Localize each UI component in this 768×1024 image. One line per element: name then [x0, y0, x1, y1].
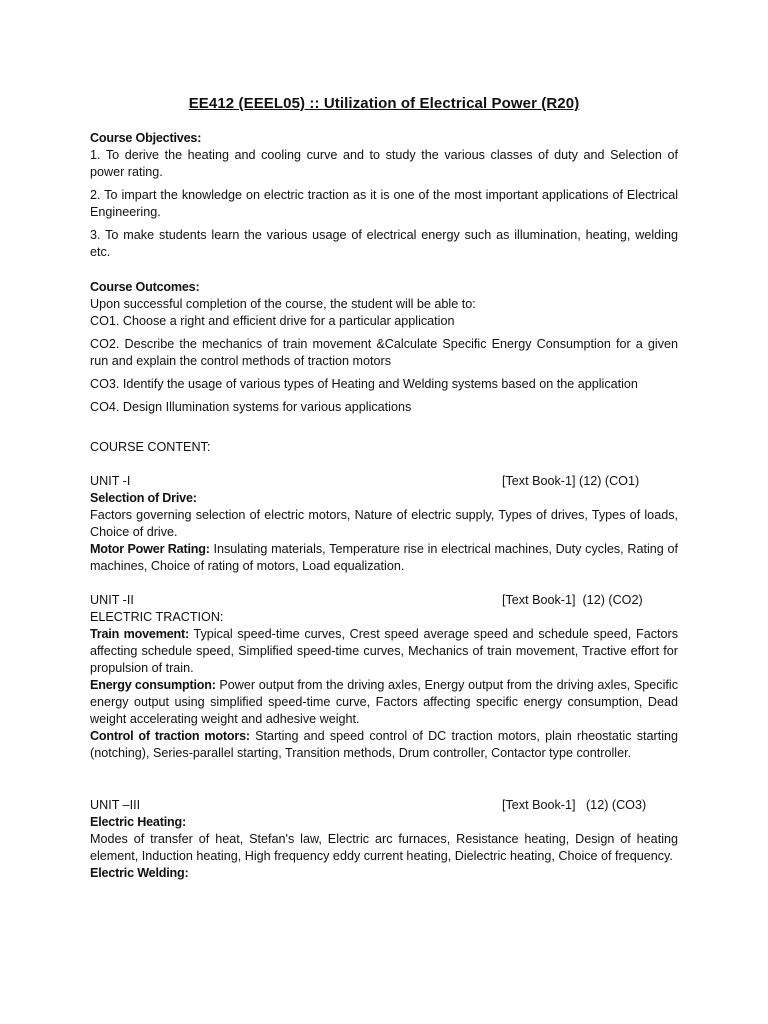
topic-text: Power output from the driving axles, Energy output from the driving axles, Specific energy output using simplified speed-time curve, Factors affecting specific energy consumption, Dead weight accelerating weight and adhesive weight. [90, 678, 678, 726]
outcomes-section [90, 279, 678, 416]
unit-subtitle: ELECTRIC TRACTION: [90, 610, 224, 624]
outcomes-heading: Course Outcomes: [90, 280, 200, 294]
outcome-item: CO2. Describe the mechanics of train movement &Calculate Specific Energy Consumption for a given run and explain the control methods of traction motors [90, 337, 678, 368]
objective-item: 1. To derive the heating and cooling curve and to study the various classes of duty and Selection of power rating. [90, 148, 678, 179]
topic-text: Modes of transfer of heat, Stefan's law, Electric arc furnaces, Resistance heating, Design of heating element, Induction heating, High frequency eddy current heating, Dielectric heating, Choice of frequency. [90, 832, 678, 863]
unit-name: UNIT –III [90, 798, 141, 812]
topic-paragraph [90, 728, 678, 762]
objective-item: 2. To impart the knowledge on electric traction as it is one of the most important applications of Electrical Engineering. [90, 188, 678, 219]
outcome-item: CO4. Design Illumination systems for various applications [90, 400, 412, 414]
topic-text: Typical speed-time curves, Crest speed average speed and schedule speed, Factors affecting schedule speed, Simplified speed-time curves, Mechanics of train movement, Tractive effort for propulsion of train. [90, 627, 678, 675]
content-section [90, 439, 678, 456]
unit-reference: [Text Book-1] (12) (CO2) [502, 593, 643, 607]
topic-heading: Electric Welding: [90, 866, 189, 880]
unit-header [90, 473, 678, 490]
topic-heading: Electric Heating: [90, 815, 186, 829]
unit-name: UNIT -I [90, 474, 131, 488]
topic-text: Insulating materials, Temperature rise in electrical machines, Duty cycles, Rating of machines, Choice of rating of motors, Load equalization. [90, 542, 678, 573]
unit-2-section [90, 592, 678, 762]
topic-heading: Selection of Drive: [90, 491, 197, 505]
topic-heading: Train movement: [90, 627, 189, 641]
topic-heading: Motor Power Rating: [90, 542, 210, 556]
unit-1-section [90, 473, 678, 575]
topic-heading: Energy consumption: [90, 678, 216, 692]
outcome-item: CO1. Choose a right and efficient drive for a particular application [90, 314, 455, 328]
objectives-section [90, 130, 678, 261]
unit-reference: [Text Book-1] (12) (CO3) [502, 798, 647, 812]
document-title: EE412 (EEEL05) :: Utilization of Electrical Power (R20) [188, 95, 580, 112]
outcomes-intro: Upon successful completion of the course, the student will be able to: [90, 297, 476, 311]
objectives-heading: Course Objectives: [90, 131, 202, 145]
topic-text: Factors governing selection of electric motors, Nature of electric supply, Types of drives, Types of loads, Choice of drive. [90, 508, 678, 539]
topic-text: Starting and speed control of DC traction motors, plain rheostatic starting (notching), Series-parallel starting, Transition methods, Drum controller, Contactor type controller. [90, 729, 679, 760]
outcome-item: CO3. Identify the usage of various types of Heating and Welding systems based on the application [90, 377, 638, 391]
topic-paragraph [90, 626, 678, 677]
topic-paragraph [90, 677, 678, 728]
content-heading: COURSE CONTENT: [90, 440, 211, 454]
topic-paragraph [90, 541, 678, 575]
objective-item: 3. To make students learn the various usage of electrical energy such as illumination, heating, welding etc. [90, 228, 678, 259]
unit-header [90, 592, 678, 609]
unit-name: UNIT -II [90, 593, 134, 607]
unit-3-section [90, 797, 678, 882]
unit-header [90, 797, 678, 814]
topic-heading: Control of traction motors: [90, 729, 250, 743]
unit-reference: [Text Book-1] (12) (CO1) [502, 474, 640, 488]
